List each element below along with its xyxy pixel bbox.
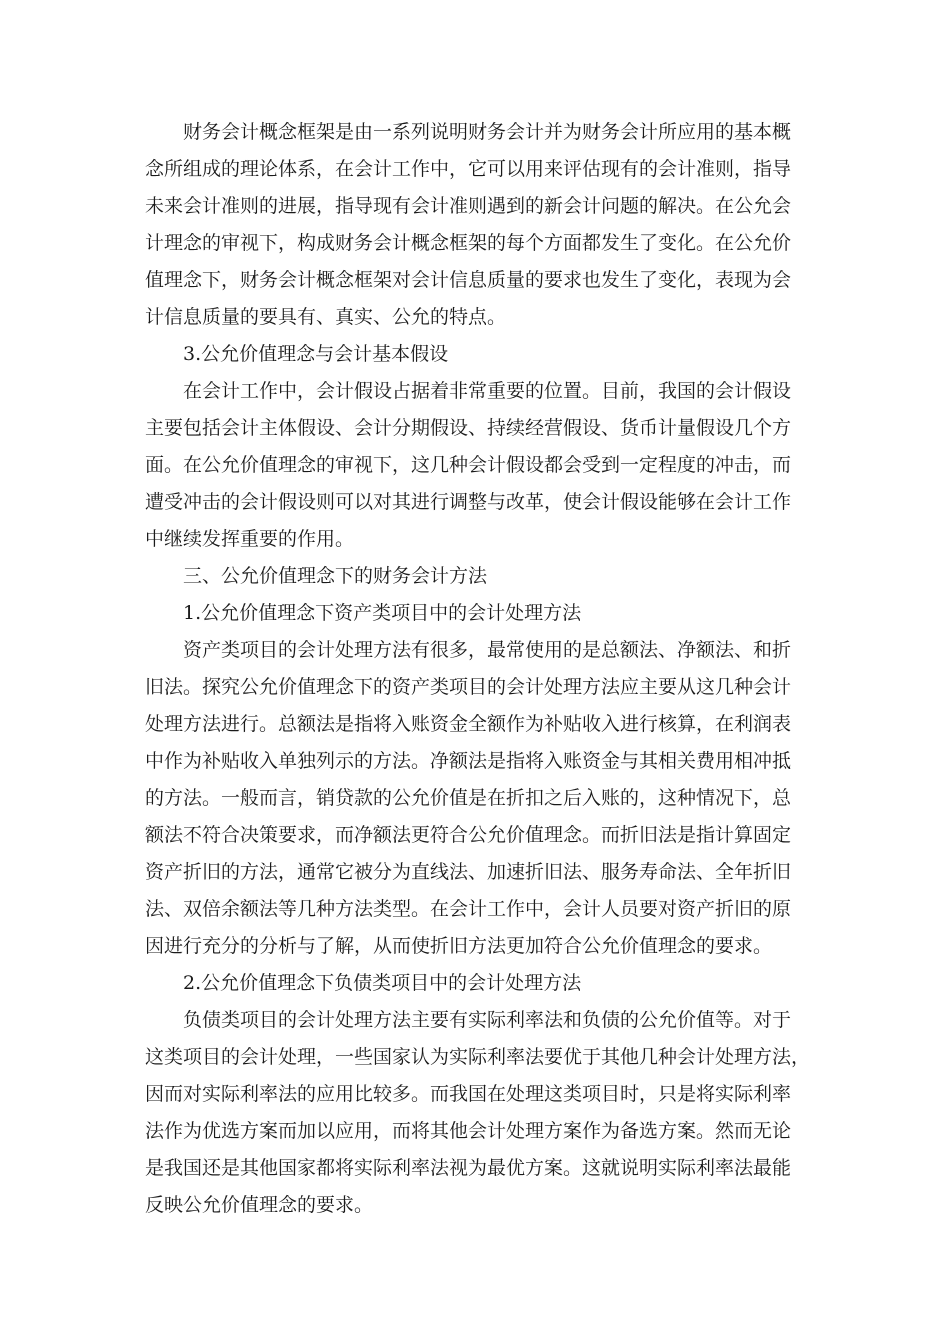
paragraph-line: 念所组成的理论体系，在会计工作中，它可以用来评估现有的会计准则，指导	[145, 158, 792, 180]
paragraph-line: 处理方法进行。总额法是指将入账资金全额作为补贴收入进行核算，在利润表	[145, 713, 792, 735]
paragraph-line: 未来会计准则的进展，指导现有会计准则遇到的新会计问题的解决。在公允会	[145, 195, 792, 217]
paragraph-line: 反映公允价值理念的要求。	[145, 1194, 374, 1216]
section-heading: 3.公允价值理念与会计基本假设	[183, 343, 449, 365]
paragraph-line: 因而对实际利率法的应用比较多。而我国在处理这类项目时，只是将实际利率	[145, 1083, 792, 1105]
section-heading: 三、公允价值理念下的财务会计方法	[183, 565, 488, 587]
paragraph-line: 值理念下，财务会计概念框架对会计信息质量的要求也发生了变化，表现为会	[145, 269, 792, 291]
paragraph-line: 遭受冲击的会计假设则可以对其进行调整与改革，使会计假设能够在会计工作	[145, 491, 792, 513]
paragraph-line: 资产折旧的方法，通常它被分为直线法、加速折旧法、服务寿命法、全年折旧	[145, 861, 792, 883]
subsection-heading: 2.公允价值理念下负债类项目中的会计处理方法	[183, 972, 582, 994]
paragraph-line: 是我国还是其他国家都将实际利率法视为最优方案。这就说明实际利率法最能	[145, 1157, 792, 1179]
paragraph-line: 的方法。一般而言，销贷款的公允价值是在折扣之后入账的，这种情况下，总	[145, 787, 792, 809]
paragraph-line: 财务会计概念框架是由一系列说明财务会计并为财务会计所应用的基本概	[183, 121, 792, 143]
paragraph-line: 资产类项目的会计处理方法有很多，最常使用的是总额法、净额法、和折	[183, 639, 792, 661]
paragraph-line: 这类项目的会计处理，一些国家认为实际利率法要优于其他几种会计处理方法，	[145, 1046, 811, 1068]
paragraph-line: 额法不符合决策要求，而净额法更符合公允价值理念。而折旧法是指计算固定	[145, 824, 792, 846]
paragraph-line: 负债类项目的会计处理方法主要有实际利率法和负债的公允价值等。对于	[183, 1009, 792, 1031]
subsection-heading: 1.公允价值理念下资产类项目中的会计处理方法	[183, 602, 582, 624]
paragraph-line: 计理念的审视下，构成财务会计概念框架的每个方面都发生了变化。在公允价	[145, 232, 792, 254]
paragraph-line: 面。在公允价值理念的审视下，这几种会计假设都会受到一定程度的冲击，而	[145, 454, 792, 476]
paragraph-line: 法作为优选方案而加以应用，而将其他会计处理方案作为备选方案。然而无论	[145, 1120, 792, 1142]
paragraph-line: 计信息质量的要具有、真实、公允的特点。	[145, 306, 507, 328]
paragraph-line: 在会计工作中，会计假设占据着非常重要的位置。目前，我国的会计假设	[183, 380, 792, 402]
paragraph-line: 法、双倍余额法等几种方法类型。在会计工作中，会计人员要对资产折旧的原	[145, 898, 792, 920]
paragraph-line: 因进行充分的分析与了解，从而使折旧方法更加符合公允价值理念的要求。	[145, 935, 773, 957]
paragraph-line: 中继续发挥重要的作用。	[145, 528, 355, 550]
paragraph-line: 旧法。探究公允价值理念下的资产类项目的会计处理方法应主要从这几种会计	[145, 676, 792, 698]
paragraph-line: 主要包括会计主体假设、会计分期假设、持续经营假设、货币计量假设几个方	[145, 417, 792, 439]
paragraph-line: 中作为补贴收入单独列示的方法。净额法是指将入账资金与其相关费用相冲抵	[145, 750, 792, 772]
